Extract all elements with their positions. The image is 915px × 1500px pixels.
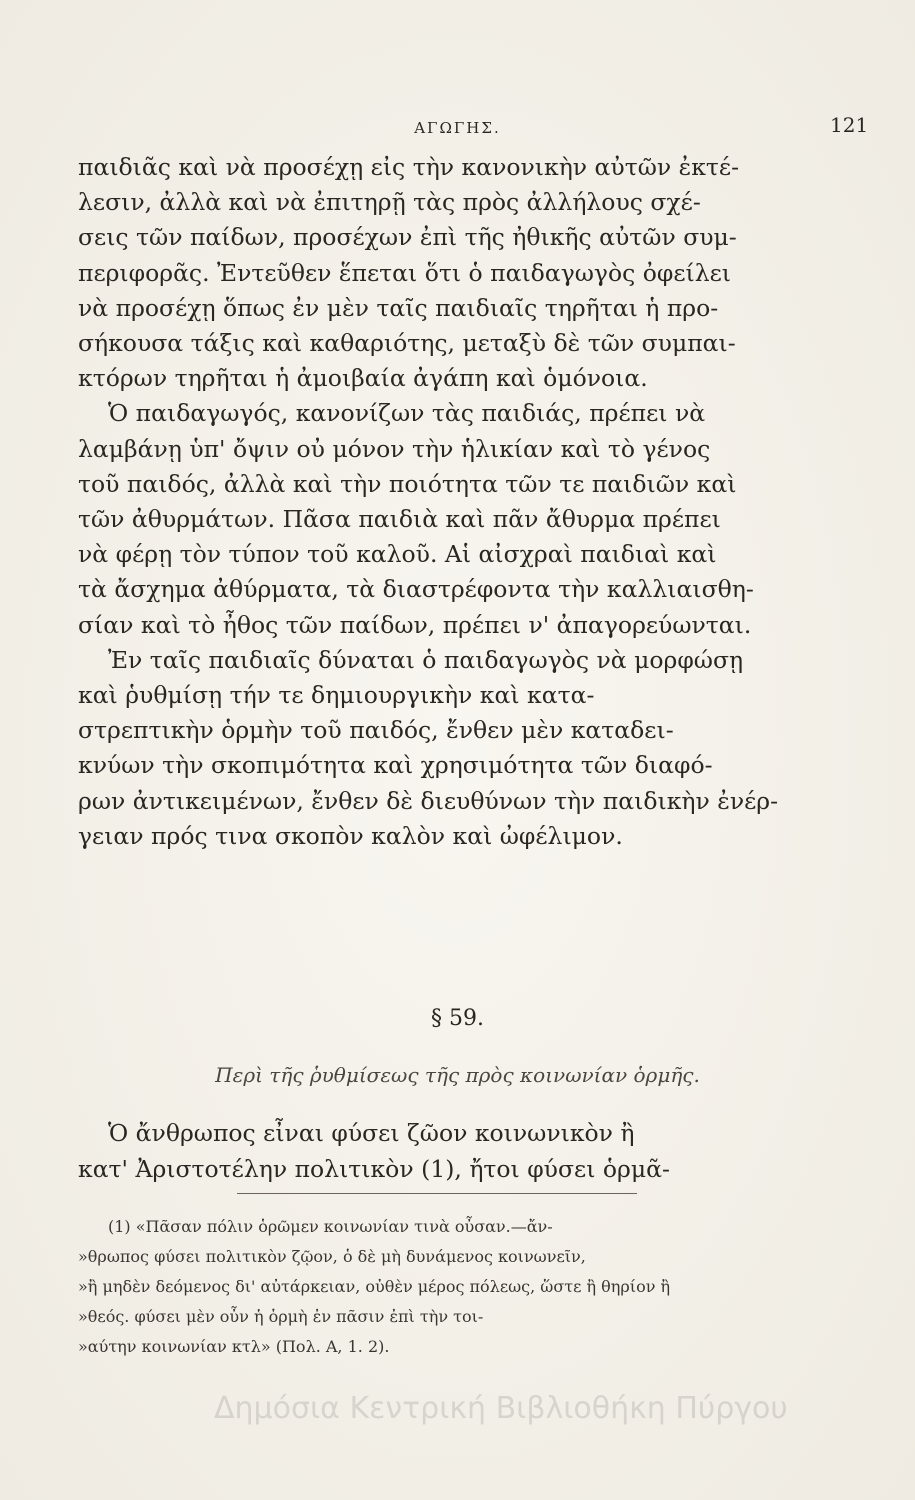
section-title: Περὶ τῆς ῥυθμίσεως τῆς πρὸς κοινωνίαν ὁρμῆς. [215,1063,700,1087]
text-line: σήκουσα τάξις καὶ καθαριότης, μεταξὺ δὲ τῶν συμπαι- [78,329,736,358]
section-text [78,1115,808,1187]
text-line: νὰ προσέχῃ ὅπως ἐν μὲν ταῖς παιδιαῖς τηρῆται ἡ προ- [78,293,719,322]
text-line: Ἐν ταῖς παιδιαῖς δύναται ὁ παιδαγωγὸς νὰ μορφώσῃ [108,645,744,674]
text-line: τῶν ἀθυρμάτων. Πᾶσα παιδιὰ καὶ πᾶν ἄθυρμα πρέπει [78,505,721,534]
text-line: λεσιν, ἀλλὰ καὶ νὰ ἐπιτηρῇ τὰς πρὸς ἀλλήλους σχέ- [78,188,701,217]
text-line: κατ' Ἀριστοτέλην πολιτικὸν (1), ἤτοι φύσει ὁρμᾶ- [78,1155,670,1183]
text-line: νὰ φέρῃ τὸν τύπον τοῦ καλοῦ. Αἱ αἰσχραὶ παιδιαὶ καὶ [78,540,717,569]
footnote-line: »αύτην κοινωνίαν κτλ» (Πολ. Α, 1. 2). [78,1337,390,1356]
text-line: τοῦ παιδός, ἀλλὰ καὶ τὴν ποιότητα τῶν τε παιδιῶν καὶ [78,469,737,498]
text-line: κνύων τὴν σκοπιμότητα καὶ χρησιμότητα τῶν διαφό- [78,751,713,780]
text-line: περιφορᾶς. Ἐντεῦθεν ἕπεται ὅτι ὁ παιδαγωγὸς ὀφείλει [78,258,731,287]
text-line: τὰ ἄσχημα ἀθύρματα, τὰ διαστρέφοντα τὴν καλλιαισθη- [78,575,754,604]
text-line: παιδιᾶς καὶ νὰ προσέχῃ εἰς τὴν κανονικὴν αὐτῶν ἐκτέ- [78,153,740,181]
text-line: καὶ ῥυθμίσῃ τήν τε δημιουργικὴν καὶ κατα- [78,681,595,710]
section-number: § 59. [431,1006,484,1031]
text-line: Ὁ ἄνθρωπος εἶναι φύσει ζῶον κοινωνικὸν ἢ [108,1119,635,1147]
text-line: γειαν πρός τινα σκοπὸν καλὸν καὶ ὠφέλιμον. [78,821,623,850]
footnote-line: »ἢ μηδὲν δεόμενος δι' αὐτάρκειαν, οὐθὲν μέρος πόλεως, ὥστε ἢ θηρίον ἢ [78,1277,671,1296]
footnote-rule [237,1193,637,1194]
running-head-title: ΑΓΩΓΗΣ. [414,119,501,137]
footnote-line: »θρωπος φύσει πολιτικὸν ζῷον, ὁ δὲ μὴ δυνάμενος κοινωνεῖν, [78,1247,586,1266]
text-line: σίαν καὶ τὸ ἦθος τῶν παίδων, πρέπει ν' ἀπαγορεύωνται. [78,610,752,639]
page-number: 121 [830,113,869,137]
text-line: ρων ἀντικειμένων, ἔνθεν δὲ διευθύνων τὴν παιδικὴν ἐνέρ- [78,786,779,815]
text-line: στρεπτικὴν ὁρμὴν τοῦ παιδός, ἔνθεν μὲν καταδει- [78,716,674,745]
library-watermark: Δημόσια Κεντρική Βιβλιοθήκη Πύργου [214,1391,788,1426]
footnotes [78,1212,818,1362]
main-text [78,150,808,854]
footnote-line: »θεός. φύσει μὲν οὖν ἡ ὁρμὴ ἐν πᾶσιν ἐπὶ τὴν τοι- [78,1307,484,1326]
text-line: λαμβάνῃ ὑπ' ὄψιν οὐ μόνον τὴν ἡλικίαν καὶ τὸ γένος [78,434,711,463]
text-line: κτόρων τηρῆται ἡ ἀμοιβαία ἀγάπη καὶ ὁμόνοια. [78,364,648,393]
running-head [0,113,915,143]
footnote-line: (1) «Πᾶσαν πόλιν ὁρῶμεν κοινωνίαν τινὰ οὖσαν.—ἄν- [108,1217,553,1236]
text-line: Ὁ παιδαγωγός, κανονίζων τὰς παιδιάς, πρέπει νὰ [108,399,706,428]
text-line: σεις τῶν παίδων, προσέχων ἐπὶ τῆς ἠθικῆς αὐτῶν συμ- [78,223,737,252]
